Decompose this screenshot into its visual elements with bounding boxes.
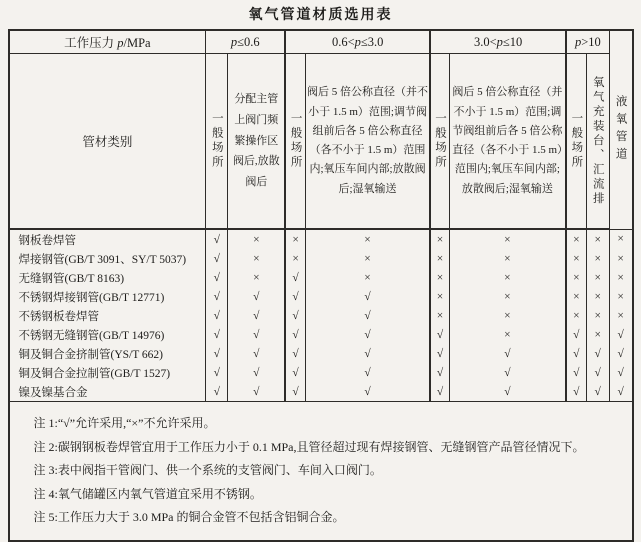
material-name: 无缝钢管(GB/T 8163) — [9, 268, 206, 287]
value-cell: × — [566, 268, 586, 287]
pressure-header-row — [9, 30, 633, 54]
value-cell: × — [609, 287, 632, 306]
value-cell: √ — [285, 382, 305, 402]
value-cell: × — [228, 249, 285, 268]
pressure-variable: p — [117, 36, 124, 50]
subheader-special-zone-1: 阀后 5 倍公称直径（并不小于 1.5 m）范围;调节阀组前后各 5 倍公称直径（各不小于 1.5 m）范围内;氧压车间内部;放散阀后;湿氧输送 — [305, 54, 430, 230]
note-line: 注 2:碳钢钢板卷焊管宜用于工作压力小于 0.1 MPa,且管径超过现有焊接钢管、无缝钢管产品管径情况下。 — [33, 439, 585, 454]
value-cell: × — [430, 306, 449, 325]
value-cell: √ — [430, 363, 449, 382]
notes-area — [9, 402, 633, 542]
value-cell: √ — [228, 287, 285, 306]
subheader-row — [9, 54, 633, 230]
value-cell: √ — [285, 268, 305, 287]
value-cell: √ — [206, 382, 228, 402]
notes-row — [9, 402, 633, 542]
value-cell: √ — [305, 344, 430, 363]
value-cell: √ — [206, 325, 228, 344]
value-cell: × — [586, 325, 609, 344]
value-cell: √ — [228, 363, 285, 382]
value-cell: √ — [228, 325, 285, 344]
value-cell: √ — [305, 363, 430, 382]
subheader-filling-station: 氧气充装台、汇流排 — [586, 54, 609, 230]
table-row — [9, 325, 633, 344]
value-cell: √ — [566, 344, 586, 363]
value-cell: × — [305, 249, 430, 268]
value-cell: √ — [305, 325, 430, 344]
value-cell: √ — [430, 382, 449, 402]
value-cell: √ — [305, 306, 430, 325]
value-cell: √ — [586, 344, 609, 363]
value-cell: √ — [285, 344, 305, 363]
value-cell: × — [430, 229, 449, 249]
value-cell: × — [228, 229, 285, 249]
material-name: 不锈钢板卷焊管 — [9, 306, 206, 325]
value-cell: √ — [285, 363, 305, 382]
value-cell: × — [586, 287, 609, 306]
value-cell: × — [449, 268, 566, 287]
value-cell: √ — [449, 344, 566, 363]
value-cell: × — [285, 249, 305, 268]
value-cell: × — [566, 249, 586, 268]
value-cell: × — [449, 325, 566, 344]
value-cell: × — [566, 229, 586, 249]
value-cell: √ — [609, 382, 632, 402]
pressure-group-1-header: p≤0.6 — [206, 30, 286, 54]
table-row — [9, 306, 633, 325]
subheader-general-site-3: 一般场所 — [430, 54, 449, 230]
value-cell: × — [449, 249, 566, 268]
value-cell: √ — [449, 363, 566, 382]
value-cell: × — [609, 229, 632, 249]
material-name: 铜及铜合金挤制管(YS/T 662) — [9, 344, 206, 363]
value-cell: × — [609, 249, 632, 268]
value-cell: × — [228, 268, 285, 287]
pressure-group-4-header: p>10 — [566, 30, 609, 54]
value-cell: √ — [609, 325, 632, 344]
table-row — [9, 382, 633, 402]
value-cell: √ — [566, 382, 586, 402]
material-name: 钢板卷焊管 — [9, 229, 206, 249]
table-row — [9, 268, 633, 287]
value-cell: √ — [206, 287, 228, 306]
material-name: 不锈钢焊接钢管(GB/T 12771) — [9, 287, 206, 306]
value-cell: √ — [430, 344, 449, 363]
value-cell: × — [566, 287, 586, 306]
liquid-oxygen-column-header: 液氧管道 — [609, 30, 632, 229]
pressure-unit: /MPa — [123, 36, 151, 50]
pressure-group-2-header: 0.6<p≤3.0 — [285, 30, 430, 54]
value-cell: × — [609, 268, 632, 287]
value-cell: × — [586, 229, 609, 249]
page-title: 氧气管道材质选用表 — [248, 8, 393, 23]
value-cell: √ — [586, 382, 609, 402]
material-name: 镍及镍基合金 — [9, 382, 206, 402]
value-cell: √ — [566, 363, 586, 382]
table-row — [9, 229, 633, 249]
value-cell: √ — [228, 344, 285, 363]
value-cell: × — [586, 268, 609, 287]
table-row — [9, 249, 633, 268]
subheader-distribution-valve-zone: 分配主管上阀门频繁操作区阀后,放散阀后 — [228, 54, 285, 230]
value-cell: √ — [609, 363, 632, 382]
value-cell: × — [586, 306, 609, 325]
value-cell: × — [285, 229, 305, 249]
value-cell: × — [586, 249, 609, 268]
material-name: 不锈钢无缝钢管(GB/T 14976) — [9, 325, 206, 344]
material-selection-table — [8, 29, 634, 542]
value-cell: √ — [285, 287, 305, 306]
value-cell: × — [449, 287, 566, 306]
value-cell: √ — [206, 229, 228, 249]
value-cell: √ — [566, 325, 586, 344]
material-name: 焊接钢管(GB/T 3091、SY/T 5037) — [9, 249, 206, 268]
value-cell: × — [566, 306, 586, 325]
working-pressure-header — [9, 30, 206, 54]
note-line: 注 3:表中阀指干管阀门、供一个系统的支管阀门、车间入口阀门。 — [33, 463, 382, 477]
subheader-special-zone-2: 阀后 5 倍公称直径（并不小于 1.5 m）范围;调节阀组前后各 5 倍公称直径（各不小于 1.5 m）范围内;氧压车间内部;放散阀后;湿氧输送 — [449, 54, 566, 230]
value-cell: √ — [449, 382, 566, 402]
value-cell: × — [430, 268, 449, 287]
value-cell: √ — [206, 306, 228, 325]
pressure-group-3-header: 3.0<p≤10 — [430, 30, 566, 54]
subheader-general-site-4: 一般场所 — [566, 54, 586, 230]
value-cell: √ — [285, 306, 305, 325]
subheader-general-site-2: 一般场所 — [285, 54, 305, 230]
value-cell: × — [305, 268, 430, 287]
note-line: 注 4:氧气储罐区内氧气管道宜采用不锈钢。 — [33, 486, 262, 501]
value-cell: × — [430, 249, 449, 268]
table-row — [9, 344, 633, 363]
value-cell: √ — [228, 382, 285, 402]
value-cell: × — [449, 229, 566, 249]
value-cell: × — [305, 229, 430, 249]
value-cell: √ — [206, 363, 228, 382]
note-line: 注 1:“√”允许采用,“×”不允许采用。 — [33, 416, 216, 430]
value-cell: × — [609, 306, 632, 325]
value-cell: √ — [206, 249, 228, 268]
table-row — [9, 363, 633, 382]
note-line: 注 5:工作压力大于 3.0 MPa 的铜合金管不包括含铝铜合金。 — [33, 510, 345, 524]
material-category-header: 管材类别 — [9, 54, 206, 230]
value-cell: √ — [305, 287, 430, 306]
subheader-general-site-1: 一般场所 — [206, 54, 228, 230]
value-cell: √ — [285, 325, 305, 344]
value-cell: √ — [206, 344, 228, 363]
value-cell: √ — [586, 363, 609, 382]
material-name: 铜及铜合金拉制管(GB/T 1527) — [9, 363, 206, 382]
value-cell: × — [449, 306, 566, 325]
value-cell: √ — [430, 325, 449, 344]
value-cell: × — [430, 287, 449, 306]
value-cell: √ — [305, 382, 430, 402]
working-pressure-text: 工作压力 — [64, 36, 118, 50]
table-row — [9, 287, 633, 306]
value-cell: √ — [228, 306, 285, 325]
value-cell: √ — [206, 268, 228, 287]
value-cell: √ — [609, 344, 632, 363]
